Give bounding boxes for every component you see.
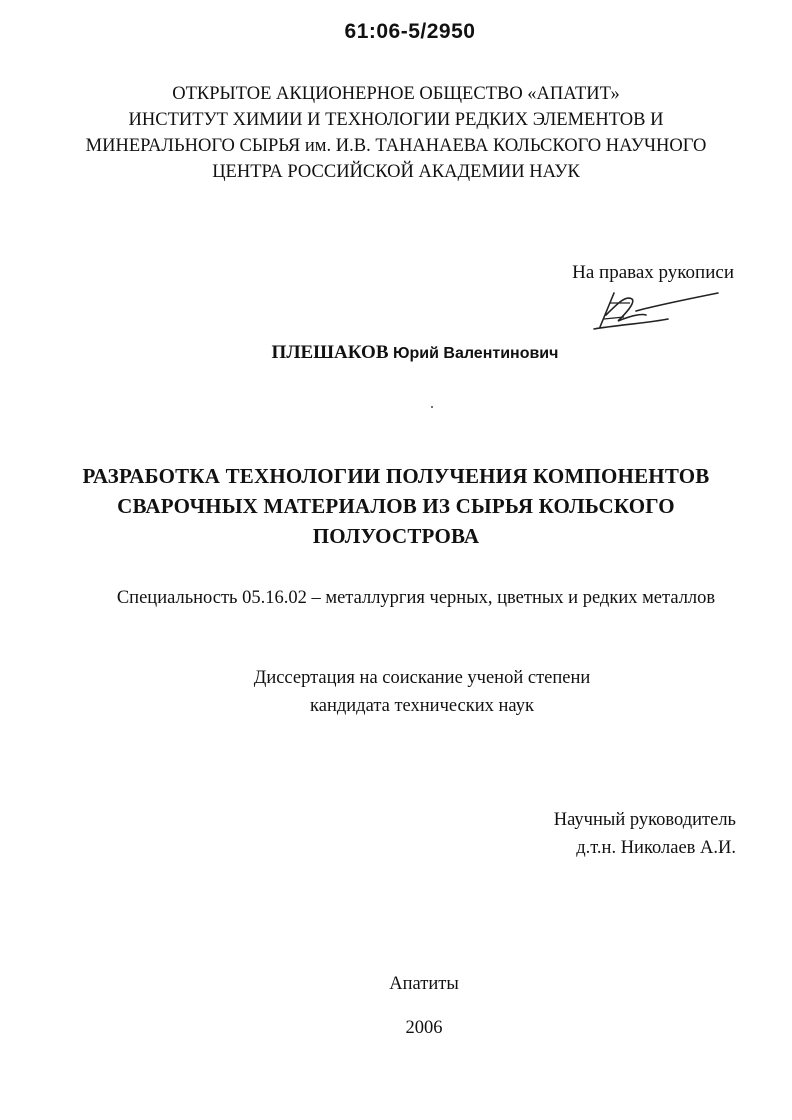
advisor-label: Научный руководитель <box>553 810 736 830</box>
dissertation-title-line: РАЗРАБОТКА ТЕХНОЛОГИИ ПОЛУЧЕНИЯ КОМПОНЕНТОВ <box>82 464 710 488</box>
signature-icon <box>588 285 728 335</box>
scan-dot <box>431 406 433 408</box>
author-given-names: Юрий Валентинович <box>393 345 559 362</box>
degree-line: Диссертация на соискание ученой степени <box>253 668 591 688</box>
degree-line: кандидата технических наук <box>310 696 534 716</box>
organization-line: МИНЕРАЛЬНОГО СЫРЬЯ им. И.В. ТАНАНАЕВА КОЛЬСКОГО НАУЧНОГО <box>85 136 707 156</box>
manuscript-rights-note: На правах рукописи <box>572 262 734 283</box>
author-surname: ПЛЕШАКОВ <box>271 342 389 363</box>
dissertation-title-line: СВАРОЧНЫХ МАТЕРИАЛОВ ИЗ СЫРЬЯ КОЛЬСКОГО <box>117 494 675 518</box>
year: 2006 <box>405 1018 443 1038</box>
author-name <box>0 342 792 364</box>
city: Апатиты <box>389 974 459 994</box>
organization-line: ОТКРЫТОЕ АКЦИОНЕРНОЕ ОБЩЕСТВО «АПАТИТ» <box>172 84 620 104</box>
registration-number: 61:06-5/2950 <box>344 20 476 43</box>
specialty: Специальность 05.16.02 – металлургия черных, цветных и редких металлов <box>116 588 716 608</box>
organization-line: ЦЕНТРА РОССИЙСКОЙ АКАДЕМИИ НАУК <box>212 162 580 182</box>
organization-line: ИНСТИТУТ ХИМИИ И ТЕХНОЛОГИИ РЕДКИХ ЭЛЕМЕНТОВ И <box>128 110 664 130</box>
dissertation-title-line: ПОЛУОСТРОВА <box>312 524 480 548</box>
advisor-name: д.т.н. Николаев А.И. <box>576 838 736 858</box>
